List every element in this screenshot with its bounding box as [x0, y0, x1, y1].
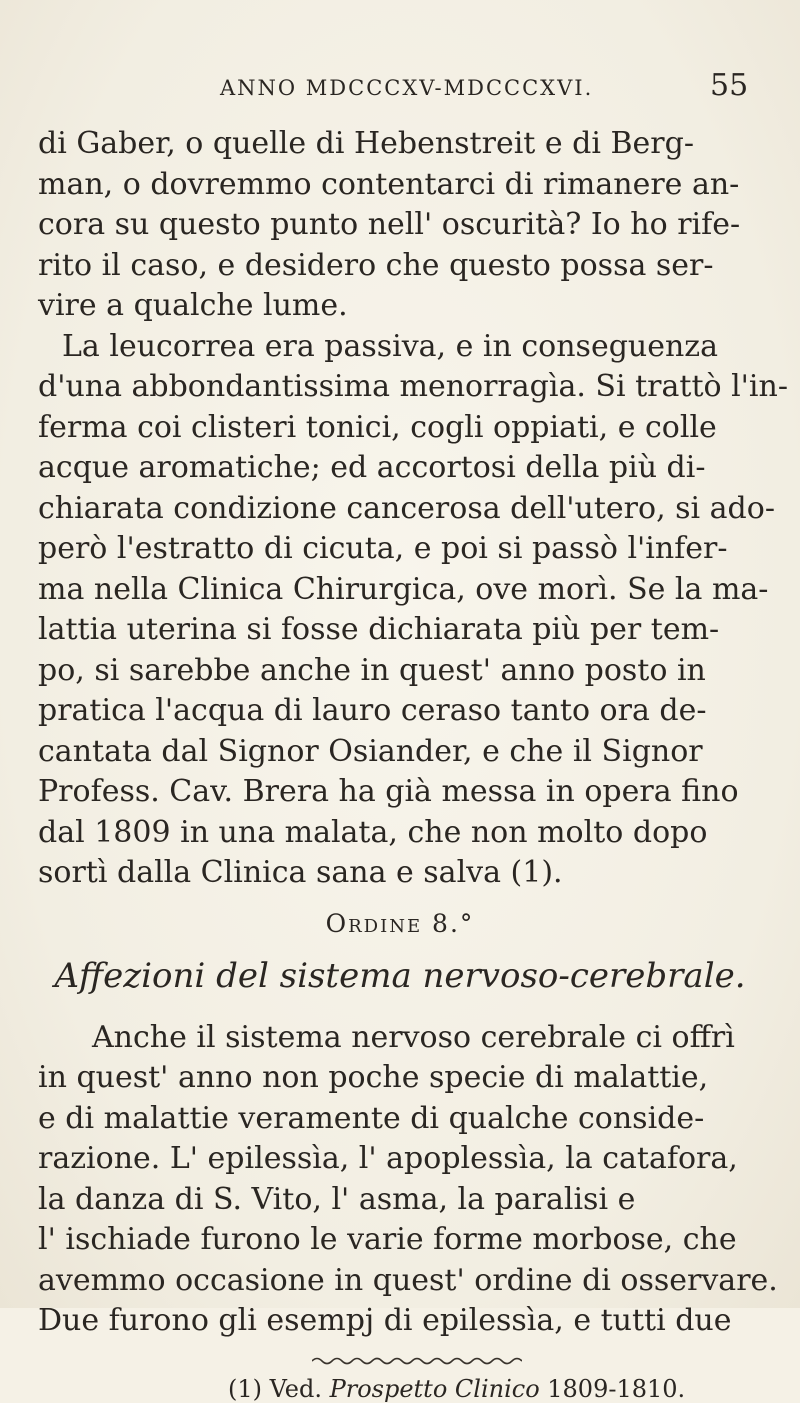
footnote	[228, 1375, 685, 1403]
text-line: cora su questo punto nell' oscurità? Io ho rife-	[38, 207, 741, 242]
text-line: cantata dal Signor Osiander, e che il Signor	[38, 734, 703, 769]
text-line: in quest' anno non poche specie di malattie,	[38, 1060, 709, 1095]
footnote-years: 1809-1810.	[539, 1375, 686, 1403]
footnote-marker: (1) Ved.	[228, 1375, 330, 1403]
running-header: ANNO MDCCCXV-MDCCCXVI.	[220, 76, 594, 100]
text-line: Profess. Cav. Brera ha già messa in opera fino	[38, 774, 739, 809]
text-line: lattia uterina si fosse dichiarata più per tem-	[38, 612, 720, 647]
text-line: ma nella Clinica Chirurgica, ove morì. Se la ma-	[38, 572, 769, 607]
text-line: però l'estratto di cicuta, e poi si passò l'infer-	[38, 531, 728, 566]
text-line: sortì dalla Clinica sana e salva (1).	[38, 855, 563, 890]
text-line: dal 1809 in una malata, che non molto dopo	[38, 815, 708, 850]
text-line: La leucorrea era passiva, e in conseguenza	[62, 329, 719, 364]
text-line: Anche il sistema nervoso cerebrale ci offrì	[92, 1020, 735, 1055]
text-line: d'una abbondantissima menorragìa. Si trattò l'in-	[38, 369, 788, 404]
decorative-rule	[312, 1351, 522, 1361]
text-line: chiarata condizione cancerosa dell'utero, si ado-	[38, 491, 775, 526]
page-number: 55	[710, 68, 749, 103]
text-line: l' ischiade furono le varie forme morbose, che	[38, 1222, 737, 1257]
text-line: ferma coi clisteri tonici, cogli oppiati, e colle	[38, 410, 717, 445]
text-line: acque aromatiche; ed accortosi della più di-	[38, 450, 706, 485]
text-line: Due furono gli esempj di epilessìa, e tutti due	[38, 1303, 732, 1338]
footnote-title: Prospetto Clinico	[329, 1375, 540, 1403]
text-line: po, si sarebbe anche in quest' anno posto in	[38, 653, 706, 688]
text-line: la danza di S. Vito, l' asma, la paralisi e	[38, 1182, 636, 1217]
text-line: avemmo occasione in quest' ordine di osservare.	[38, 1263, 778, 1298]
section-title: Affezioni del sistema nervoso-cerebrale.	[54, 956, 746, 996]
text-line: di Gaber, o quelle di Hebenstreit e di Berg-	[38, 126, 694, 161]
text-line: razione. L' epilessìa, l' apoplessìa, la catafora,	[38, 1141, 738, 1176]
text-line: vire a qualche lume.	[38, 288, 348, 323]
text-line: e di malattie veramente di qualche conside-	[38, 1101, 705, 1136]
text-line: rito il caso, e desidero che questo possa ser-	[38, 248, 714, 283]
text-line: pratica l'acqua di lauro ceraso tanto ora de-	[38, 693, 707, 728]
section-heading: Ordine 8.°	[325, 909, 475, 938]
text-line: man, o dovremmo contentarci di rimanere an-	[38, 167, 740, 202]
